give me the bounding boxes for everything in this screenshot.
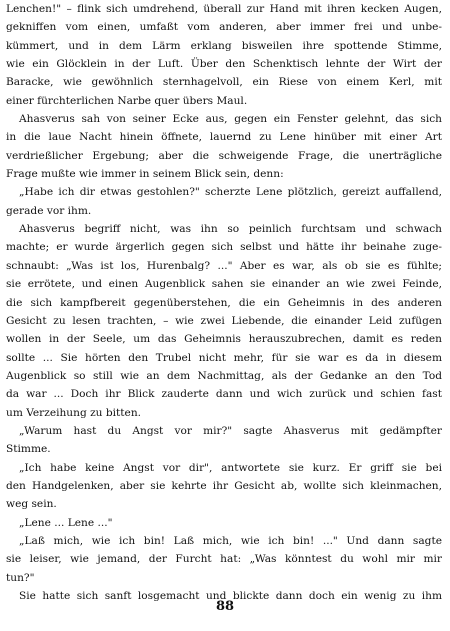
body-text	[6, 0, 442, 605]
text-line: „Lene ... Lene ..."	[19, 516, 113, 529]
text-line: Gesicht zu lesen trachten, – wie zwei Liebende, die einander Leid zufügen	[6, 314, 442, 327]
text-line: Augenblick so still wie an dem Nachmittag, als der Gedanke an den Tod	[6, 369, 442, 382]
text-line: sie leiser, wie jemand, der Furcht hat: „Was könntest du wohl mir mir	[6, 553, 442, 566]
text-line: wie ein Glöcklein in der Luft. Über den Schenktisch lehnte der Wirt der	[6, 58, 442, 71]
text-line: gekniffen vom einen, umfaßt vom anderen, aber immer frei und unbe-	[6, 21, 442, 34]
text-line: wollen in der Seele, um das Geheimnis herauszubrechen, damit es reden	[6, 333, 442, 346]
text-line: „Ich habe keine Angst vor dir", antwortete sie kurz. Er griff sie bei	[19, 461, 442, 474]
text-line: „Habe ich dir etwas gestohlen?" scherzte Lene plötzlich, gereizt auffallend,	[19, 186, 442, 199]
text-line: Lenchen!" – flink sich umdrehend, überall zur Hand mit ihren kecken Augen,	[6, 3, 442, 15]
text-line: da war ... Doch ihr Blick zauderte dann und wich zurück und schien fast	[6, 388, 442, 401]
text-line: den Handgelenken, aber sie kehrte ihr Gesicht ab, wollte sich kleinmachen,	[6, 479, 442, 492]
text-line: Stimme.	[6, 443, 51, 456]
text-line: die sich kampfbereit gegenüberstehen, die ein Geheimnis in des anderen	[6, 296, 442, 309]
text-line: Baracke, wie gewöhnlich sternhagelvoll, ein Riese von einem Kerl, mit	[6, 76, 442, 89]
text-line: weg sein.	[6, 498, 57, 511]
page-number: 88	[215, 599, 235, 614]
text-line: kümmert, und in dem Lärm erklang bisweilen ihre spottende Stimme,	[6, 39, 442, 52]
text-line: sie errötete, und einen Augenblick sahen sie einander an wie zwei Feinde,	[6, 278, 442, 291]
text-line: schnaubt: „Was ist los, Hurenbalg? ..." Aber es war, als ob sie es fühlte;	[6, 259, 442, 272]
text-line: sollte ... Sie hörten den Trubel nicht mehr, für sie war es da in diesem	[6, 351, 442, 364]
text-line: einer fürchterlichen Narbe quer übers Maul.	[6, 94, 248, 107]
text-line: um Verzeihung zu bitten.	[6, 406, 142, 419]
text-line: verdrießlicher Ergebung; aber die schweigende Frage, die unerträgliche	[6, 149, 442, 162]
text-line: Sie hatte sich sanft losgemacht und blickte dann doch ein wenig zu ihm	[19, 590, 442, 602]
text-line: „Warum hast du Angst vor mir?" sagte Ahasverus mit gedämpfter	[19, 424, 442, 437]
text-line: Ahasverus sah von seiner Ecke aus, gegen ein Fenster gelehnt, das sich	[19, 113, 442, 126]
text-line: in die laue Nacht hinein öffnete, lauernd zu Lene hinüber mit einer Art	[6, 131, 442, 144]
text-line: gerade vor ihm.	[6, 204, 92, 217]
text-line: Frage mußte wie immer in seinem Blick sein, denn:	[6, 168, 284, 181]
text-line: Ahasverus begriff nicht, was ihn so peinlich furchtsam und schwach	[19, 223, 442, 236]
text-line: „Laß mich, wie ich bin! Laß mich, wie ich bin! ..." Und dann sagte	[19, 534, 442, 547]
text-line: tun?"	[6, 571, 35, 584]
text-line: machte; er wurde ärgerlich gegen sich selbst und hätte ihr beinahe zuge-	[6, 241, 442, 254]
